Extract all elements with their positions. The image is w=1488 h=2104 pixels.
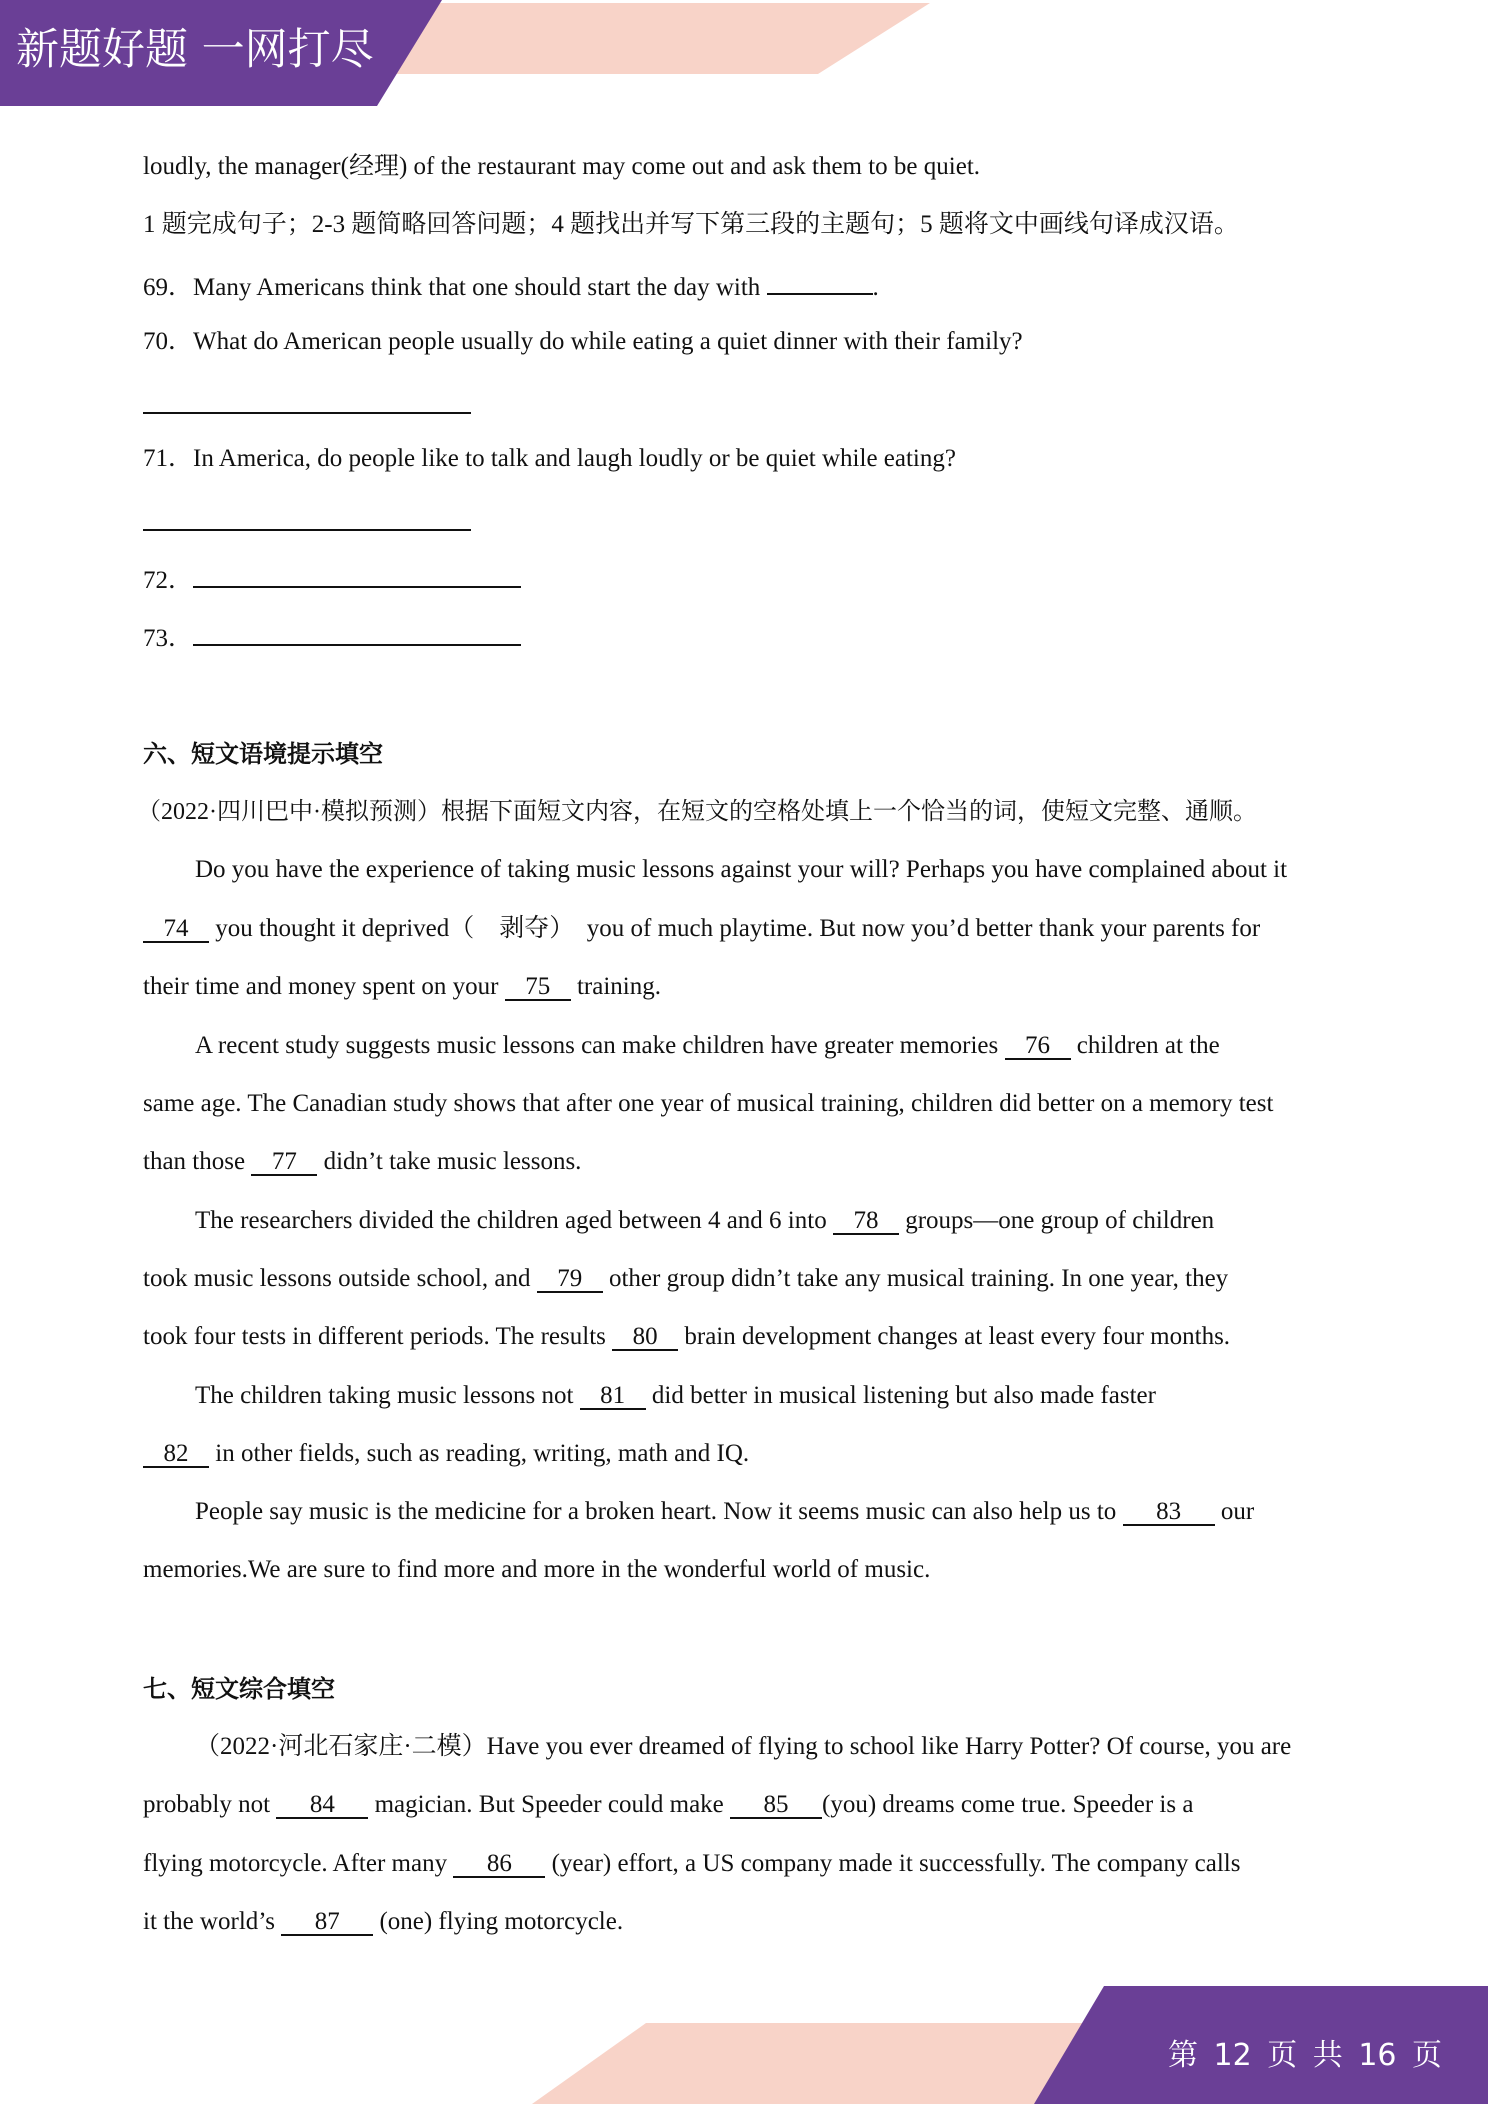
s7-text7: (one) flying motorcycle.: [379, 1908, 624, 1935]
s6-para1-line3: [143, 970, 661, 1004]
s6-para1-text: you thought it deprived（ 剥夺） you of much playtime. But now you’d better thank your parents for: [215, 915, 1261, 942]
s6-para3-line1: [143, 1204, 1214, 1238]
answer-blank-69: [767, 267, 873, 295]
s6-para1-line1: Do you have the experience of taking music lessons against your will? Perhaps you have complained about it: [195, 856, 1288, 883]
s6-para4-text3: in other fields, such as reading, writing, math and IQ.: [215, 1440, 750, 1467]
s6-para3-text5: took four tests in different periods. The results: [143, 1323, 606, 1350]
continued-line: loudly, the manager(经理) of the restaurant may come out and ask them to be quiet.: [143, 153, 981, 180]
answer-blank-70: [143, 386, 471, 414]
blank-83: 83: [1123, 1500, 1215, 1526]
s6-para3-line3: [143, 1320, 1230, 1354]
answer-line-71: [143, 503, 471, 541]
question-69-text: 69．Many Americans think that one should start the day with: [143, 274, 761, 301]
section-6-title: 六、短文语境提示填空: [143, 739, 383, 768]
s7-text5: (year) effort, a US company made it successfully. The company calls: [551, 1850, 1241, 1877]
answer-line-70: [143, 386, 471, 424]
question-71: 71．In America, do people like to talk and laugh loudly or be quiet while eating?: [143, 445, 956, 472]
s7-para1-line1: （2022·河北石家庄·二模）Have you ever dreamed of flying to school like Harry Potter? Of course, you are: [195, 1733, 1292, 1760]
instructions: 1 题完成句子；2-3 题简略回答问题；4 题找出并写下第三段的主题句；5 题将文中画线句译成汉语。: [143, 211, 1239, 238]
question-70: 70．What do American people usually do while eating a quiet dinner with their family?: [143, 328, 1023, 355]
blank-87: 87: [281, 1910, 373, 1936]
header-banner-title: 新题好题 一网打尽: [16, 25, 374, 75]
question-69: [143, 267, 879, 305]
blank-81: 81: [580, 1384, 646, 1410]
blank-80: 80: [612, 1325, 678, 1351]
s6-para1-text2: their time and money spent on your: [143, 973, 499, 1000]
s6-para5-line2: memories.We are sure to find more and more in the wonderful world of music.: [143, 1556, 931, 1583]
s6-para2-text3: than those: [143, 1148, 246, 1175]
s6-para2-text: A recent study suggests music lessons can make children have greater memories: [195, 1032, 999, 1059]
section-6-intro: （2022·四川巴中·模拟预测）根据下面短文内容，在短文的空格处填上一个恰当的词，使短文完整、通顺。: [137, 799, 1257, 825]
blank-86: 86: [453, 1852, 545, 1878]
s7-para1-line2: [143, 1788, 1193, 1822]
section-7-title: 七、短文综合填空: [143, 1674, 335, 1703]
question-72: [143, 560, 521, 598]
s6-para4-text2: did better in musical listening but also made faster: [651, 1382, 1156, 1409]
s6-para3-text: The researchers divided the children aged between 4 and 6 into: [195, 1207, 827, 1234]
s6-para4-line2: [143, 1437, 749, 1471]
s6-para5-line1: [143, 1495, 1254, 1529]
answer-blank-73: [193, 618, 521, 646]
s7-para1-line3: [143, 1847, 1240, 1881]
s6-para2-line1: [143, 1029, 1220, 1063]
page-number: 第 12 页 共 16 页: [1168, 2038, 1443, 2073]
s7-text3: (you) dreams come true. Speeder is a: [822, 1791, 1194, 1818]
answer-blank-72: [193, 560, 521, 588]
question-69-end: .: [872, 274, 879, 301]
blank-75: 75: [505, 975, 571, 1001]
blank-76: 76: [1005, 1034, 1071, 1060]
s6-para1-line2: [143, 912, 1260, 946]
s6-para3-text3: took music lessons outside school, and: [143, 1265, 531, 1292]
s7-para1-line4: [143, 1905, 623, 1939]
s6-para2-line2: same age. The Canadian study shows that after one year of musical training, children did better on a memory test: [143, 1090, 1274, 1117]
s6-para2-text4: didn’t take music lessons.: [323, 1148, 582, 1175]
answer-blank-71: [143, 503, 471, 531]
s6-para4-text: The children taking music lessons not: [195, 1382, 574, 1409]
s6-para3-text6: brain development changes at least every four months.: [684, 1323, 1231, 1350]
s6-para4-line1: [143, 1379, 1156, 1413]
question-73-label: 73．: [143, 625, 194, 652]
blank-85: 85: [730, 1793, 822, 1819]
blank-78: 78: [833, 1209, 899, 1235]
blank-82: 82: [143, 1442, 209, 1468]
s7-text4: flying motorcycle. After many: [143, 1850, 448, 1877]
s6-para2-text2: children at the: [1076, 1032, 1220, 1059]
s7-text2: magician. But Speeder could make: [374, 1791, 724, 1818]
question-73: [143, 618, 521, 656]
s6-para3-line2: [143, 1262, 1228, 1296]
blank-79: 79: [537, 1267, 603, 1293]
blank-74: 74: [143, 917, 209, 943]
s6-para3-text2: groups—one group of children: [905, 1207, 1215, 1234]
blank-77: 77: [251, 1150, 317, 1176]
s7-text6: it the world’s: [143, 1908, 275, 1935]
s6-para5-text2: our: [1220, 1498, 1255, 1525]
s6-para3-text4: other group didn’t take any musical training. In one year, they: [608, 1265, 1229, 1292]
s6-para5-text: People say music is the medicine for a broken heart. Now it seems music can also help us to: [195, 1498, 1117, 1525]
blank-84: 84: [276, 1793, 368, 1819]
s7-text: probably not: [143, 1791, 271, 1818]
s6-para2-line3: [143, 1145, 581, 1179]
s6-para1-text3: training.: [576, 973, 661, 1000]
question-72-label: 72．: [143, 567, 194, 594]
